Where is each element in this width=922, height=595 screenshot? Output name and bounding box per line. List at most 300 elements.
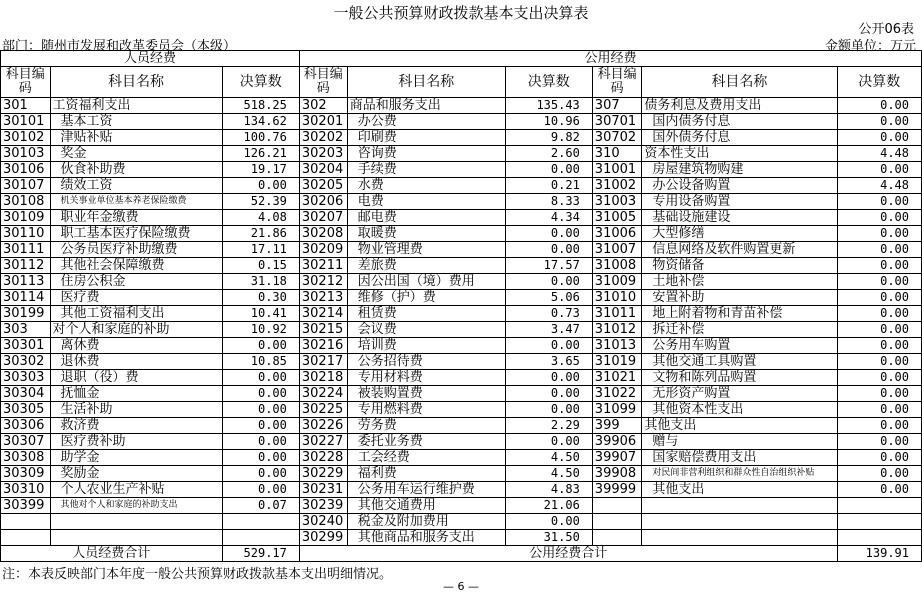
table-row: [1, 162, 922, 178]
amount-cell: 0.00: [505, 434, 592, 450]
amount-cell: 31.18: [222, 274, 299, 290]
amount-cell: 0.00: [837, 194, 921, 210]
name-cell: 工会经费: [347, 450, 505, 466]
name-cell: 其他社会保障缴费: [50, 258, 222, 274]
table-row: [1, 130, 922, 146]
table-row: [1, 514, 922, 530]
code-cell: 30231: [299, 482, 347, 498]
amount-cell: 0.00: [837, 258, 921, 274]
code-cell: 30213: [299, 290, 347, 306]
code-cell: 31002: [592, 178, 642, 194]
code-cell: 39907: [592, 450, 642, 466]
name-cell: 医疗费: [50, 290, 222, 306]
name-cell: 生活补助: [50, 402, 222, 418]
amount-cell: 126.21: [222, 146, 299, 162]
code-cell: 30227: [299, 434, 347, 450]
amount-cell: 52.39: [222, 194, 299, 210]
header-amount: 决算数: [837, 67, 921, 98]
amount-cell: 100.76: [222, 130, 299, 146]
name-cell: 奖金: [50, 146, 222, 162]
personnel-total-label: 人员经费合计: [1, 546, 223, 562]
name-cell: 无形资产购置: [642, 386, 837, 402]
code-cell: 30199: [1, 306, 51, 322]
name-cell: [642, 514, 837, 530]
code-cell: [592, 514, 642, 530]
amount-cell: 0.00: [837, 434, 921, 450]
code-cell: 30239: [299, 498, 347, 514]
code-cell: 307: [592, 98, 642, 114]
name-cell: 其他工资福利支出: [50, 306, 222, 322]
amount-cell: 8.33: [505, 194, 592, 210]
name-cell: 维修（护）费: [347, 290, 505, 306]
amount-cell: 0.00: [837, 114, 921, 130]
name-cell: 咨询费: [347, 146, 505, 162]
amount-cell: 0.00: [222, 450, 299, 466]
code-cell: 31008: [592, 258, 642, 274]
name-cell: 助学金: [50, 450, 222, 466]
code-cell: [592, 498, 642, 514]
name-cell: 对民间非营利组织和群众性自治组织补贴: [642, 466, 837, 482]
amount-cell: 4.48: [837, 178, 921, 194]
table-row: [1, 402, 922, 418]
code-cell: 30301: [1, 338, 51, 354]
name-cell: 其他资本性支出: [642, 402, 837, 418]
name-cell: 手续费: [347, 162, 505, 178]
table-row: [1, 370, 922, 386]
amount-cell: 0.00: [837, 162, 921, 178]
amount-cell: 0.00: [837, 306, 921, 322]
table-row: [1, 226, 922, 242]
amount-cell: 19.17: [222, 162, 299, 178]
name-cell: 委托业务费: [347, 434, 505, 450]
name-cell: 会议费: [347, 322, 505, 338]
name-cell: 专用设备购置: [642, 194, 837, 210]
name-cell: 其他商品和服务支出: [347, 530, 505, 546]
amount-cell: 0.00: [837, 450, 921, 466]
code-cell: 39906: [592, 434, 642, 450]
name-cell: 因公出国（境）费用: [347, 274, 505, 290]
name-cell: 其他支出: [642, 418, 837, 434]
code-cell: 30101: [1, 114, 51, 130]
amount-cell: 0.00: [837, 354, 921, 370]
code-cell: 30217: [299, 354, 347, 370]
name-cell: 公务用车运行维护费: [347, 482, 505, 498]
code-cell: 30225: [299, 402, 347, 418]
amount-cell: 0.00: [222, 402, 299, 418]
code-cell: 31021: [592, 370, 642, 386]
amount-cell: 0.00: [505, 514, 592, 530]
code-cell: 30228: [299, 450, 347, 466]
section-public: 公用经费: [299, 51, 921, 67]
amount-cell: 3.47: [505, 322, 592, 338]
code-cell: 30109: [1, 210, 51, 226]
code-cell: 31013: [592, 338, 642, 354]
code-cell: 31006: [592, 226, 642, 242]
code-cell: 30215: [299, 322, 347, 338]
name-cell: 办公设备购置: [642, 178, 837, 194]
name-cell: 信息网络及软件购置更新: [642, 242, 837, 258]
name-cell: 差旅费: [347, 258, 505, 274]
public-total-label: 公用经费合计: [299, 546, 837, 562]
amount-cell: 0.00: [837, 338, 921, 354]
table-row: [1, 258, 922, 274]
amount-cell: 0.00: [505, 402, 592, 418]
table-row: [1, 210, 922, 226]
amount-cell: 0.15: [222, 258, 299, 274]
name-cell: 福利费: [347, 466, 505, 482]
code-cell: 30113: [1, 274, 51, 290]
header-amount: 决算数: [222, 67, 299, 98]
name-cell: 国内债务付息: [642, 114, 837, 130]
code-cell: 30218: [299, 370, 347, 386]
name-cell: 物业管理费: [347, 242, 505, 258]
name-cell: 公务员医疗补助缴费: [50, 242, 222, 258]
code-cell: 31007: [592, 242, 642, 258]
table-row: [1, 274, 922, 290]
amount-cell: 4.34: [505, 210, 592, 226]
amount-cell: 0.00: [505, 274, 592, 290]
table-row: [1, 98, 922, 114]
section-personnel: 人员经费: [1, 51, 300, 67]
name-cell: 印刷费: [347, 130, 505, 146]
name-cell: 绩效工资: [50, 178, 222, 194]
form-number: 公开06表: [858, 22, 914, 37]
code-cell: 302: [299, 98, 347, 114]
name-cell: 水费: [347, 178, 505, 194]
amount-cell: 2.60: [505, 146, 592, 162]
code-cell: 31005: [592, 210, 642, 226]
name-cell: [642, 498, 837, 514]
name-cell: 邮电费: [347, 210, 505, 226]
code-cell: 30214: [299, 306, 347, 322]
amount-cell: 4.50: [505, 466, 592, 482]
name-cell: 救济费: [50, 418, 222, 434]
name-cell: 职业年金缴费: [50, 210, 222, 226]
header-name: 科目名称: [347, 67, 505, 98]
code-cell: 31012: [592, 322, 642, 338]
amount-cell: 10.96: [505, 114, 592, 130]
name-cell: 退职（役）费: [50, 370, 222, 386]
code-cell: 30310: [1, 482, 51, 498]
code-cell: 30112: [1, 258, 51, 274]
amount-cell: 0.30: [222, 290, 299, 306]
table-row: [1, 242, 922, 258]
code-cell: 301: [1, 98, 51, 114]
name-cell: 租赁费: [347, 306, 505, 322]
code-cell: 30306: [1, 418, 51, 434]
expenditure-table: [0, 50, 922, 562]
amount-cell: 0.00: [837, 482, 921, 498]
name-cell: 其他交通费用: [347, 498, 505, 514]
table-row: [1, 434, 922, 450]
amount-cell: [837, 514, 921, 530]
code-cell: 31010: [592, 290, 642, 306]
amount-cell: 4.08: [222, 210, 299, 226]
name-cell: 商品和服务支出: [347, 98, 505, 114]
name-cell: 医疗费补助: [50, 434, 222, 450]
amount-cell: 0.00: [837, 242, 921, 258]
code-cell: 30304: [1, 386, 51, 402]
name-cell: 房屋建筑物购建: [642, 162, 837, 178]
code-cell: 30203: [299, 146, 347, 162]
code-cell: 30107: [1, 178, 51, 194]
name-cell: 安置补助: [642, 290, 837, 306]
code-cell: 31001: [592, 162, 642, 178]
amount-cell: 0.00: [222, 386, 299, 402]
amount-cell: 10.85: [222, 354, 299, 370]
name-cell: 机关事业单位基本养老保险缴费: [50, 194, 222, 210]
name-cell: 专用燃料费: [347, 402, 505, 418]
header-code: 科目编码: [592, 67, 642, 98]
amount-cell: 0.00: [837, 226, 921, 242]
name-cell: 大型修缮: [642, 226, 837, 242]
amount-cell: 10.41: [222, 306, 299, 322]
amount-cell: 0.00: [837, 130, 921, 146]
code-cell: 303: [1, 322, 51, 338]
table-row: [1, 290, 922, 306]
name-cell: [50, 530, 222, 546]
amount-cell: [837, 530, 921, 546]
code-cell: 30206: [299, 194, 347, 210]
amount-cell: 3.65: [505, 354, 592, 370]
name-cell: 土地补偿: [642, 274, 837, 290]
amount-cell: 0.00: [505, 338, 592, 354]
code-cell: 310: [592, 146, 642, 162]
amount-cell: 4.50: [505, 450, 592, 466]
amount-cell: 0.00: [505, 242, 592, 258]
name-cell: 劳务费: [347, 418, 505, 434]
table-row: [1, 114, 922, 130]
code-cell: 30305: [1, 402, 51, 418]
table-row: [1, 354, 922, 370]
header-code: 科目编码: [1, 67, 51, 98]
name-cell: [50, 514, 222, 530]
code-cell: 30240: [299, 514, 347, 530]
name-cell: 文物和陈列品购置: [642, 370, 837, 386]
name-cell: 基础设施建设: [642, 210, 837, 226]
table-row: [1, 146, 922, 162]
amount-cell: 2.29: [505, 418, 592, 434]
table-row: [1, 178, 922, 194]
amount-cell: 0.00: [222, 482, 299, 498]
code-cell: 31009: [592, 274, 642, 290]
code-cell: 31011: [592, 306, 642, 322]
code-cell: 30103: [1, 146, 51, 162]
name-cell: 工资福利支出: [50, 98, 222, 114]
name-cell: 地上附着物和青苗补偿: [642, 306, 837, 322]
name-cell: 职工基本医疗保险缴费: [50, 226, 222, 242]
name-cell: 税金及附加费用: [347, 514, 505, 530]
amount-cell: 135.43: [505, 98, 592, 114]
table-row: [1, 450, 922, 466]
amount-cell: 0.00: [837, 210, 921, 226]
name-cell: [642, 530, 837, 546]
table-row: [1, 498, 922, 514]
code-cell: 31003: [592, 194, 642, 210]
name-cell: 办公费: [347, 114, 505, 130]
code-cell: 30303: [1, 370, 51, 386]
amount-cell: 0.00: [505, 370, 592, 386]
amount-cell: 4.83: [505, 482, 592, 498]
table-row: [1, 322, 922, 338]
table-row: [1, 466, 922, 482]
name-cell: 个人农业生产补贴: [50, 482, 222, 498]
table-row: [1, 306, 922, 322]
amount-cell: [222, 530, 299, 546]
table-row: [1, 482, 922, 498]
code-cell: 30299: [299, 530, 347, 546]
footnote: 注：本表反映部门本年度一般公共预算财政拨款基本支出明细情况。: [2, 567, 393, 582]
code-cell: [1, 514, 51, 530]
header-name: 科目名称: [50, 67, 222, 98]
amount-cell: 17.57: [505, 258, 592, 274]
name-cell: 抚恤金: [50, 386, 222, 402]
code-cell: 30209: [299, 242, 347, 258]
code-cell: 30204: [299, 162, 347, 178]
name-cell: 专用材料费: [347, 370, 505, 386]
amount-cell: 17.11: [222, 242, 299, 258]
page-number: — 6 —: [443, 580, 479, 593]
amount-cell: 0.00: [222, 466, 299, 482]
code-cell: 31019: [592, 354, 642, 370]
code-cell: 31022: [592, 386, 642, 402]
amount-cell: 0.00: [222, 434, 299, 450]
table-row: [1, 386, 922, 402]
name-cell: 其他对个人和家庭的补助支出: [50, 498, 222, 514]
amount-cell: 0.00: [837, 466, 921, 482]
amount-cell: 0.00: [505, 162, 592, 178]
code-cell: 30208: [299, 226, 347, 242]
code-cell: 30224: [299, 386, 347, 402]
amount-cell: 9.82: [505, 130, 592, 146]
amount-cell: 0.00: [837, 402, 921, 418]
amount-cell: 0.00: [505, 386, 592, 402]
amount-cell: 0.00: [837, 98, 921, 114]
code-cell: 30212: [299, 274, 347, 290]
code-cell: 399: [592, 418, 642, 434]
code-cell: 30108: [1, 194, 51, 210]
code-cell: 30211: [299, 258, 347, 274]
name-cell: 公务招待费: [347, 354, 505, 370]
amount-cell: 0.00: [222, 370, 299, 386]
name-cell: 资本性支出: [642, 146, 837, 162]
name-cell: 退休费: [50, 354, 222, 370]
name-cell: 电费: [347, 194, 505, 210]
name-cell: 对个人和家庭的补助: [50, 322, 222, 338]
code-cell: 30110: [1, 226, 51, 242]
table-row: [1, 530, 922, 546]
name-cell: 被装购置费: [347, 386, 505, 402]
amount-cell: 0.00: [837, 274, 921, 290]
code-cell: 30308: [1, 450, 51, 466]
code-cell: [1, 530, 51, 546]
department-label: 部门：随州市发展和改革委员会（本级）: [2, 39, 237, 54]
code-cell: 30226: [299, 418, 347, 434]
code-cell: 30207: [299, 210, 347, 226]
name-cell: 伙食补助费: [50, 162, 222, 178]
code-cell: 30216: [299, 338, 347, 354]
name-cell: 住房公积金: [50, 274, 222, 290]
code-cell: 30202: [299, 130, 347, 146]
name-cell: 国外债务付息: [642, 130, 837, 146]
code-cell: 30309: [1, 466, 51, 482]
amount-cell: 0.00: [837, 290, 921, 306]
code-cell: 30111: [1, 242, 51, 258]
amount-cell: [222, 514, 299, 530]
code-cell: 30205: [299, 178, 347, 194]
code-cell: 30307: [1, 434, 51, 450]
amount-cell: 5.06: [505, 290, 592, 306]
code-cell: 30302: [1, 354, 51, 370]
name-cell: 物资储备: [642, 258, 837, 274]
amount-cell: 21.06: [505, 498, 592, 514]
table-row: [1, 338, 922, 354]
amount-cell: 0.21: [505, 178, 592, 194]
amount-cell: 0.00: [837, 322, 921, 338]
amount-cell: 0.00: [222, 178, 299, 194]
amount-cell: 0.00: [837, 386, 921, 402]
name-cell: 赠与: [642, 434, 837, 450]
code-cell: 39999: [592, 482, 642, 498]
amount-cell: 0.00: [222, 338, 299, 354]
amount-cell: 21.86: [222, 226, 299, 242]
code-cell: 30102: [1, 130, 51, 146]
header-amount: 决算数: [505, 67, 592, 98]
name-cell: 拆迁补偿: [642, 322, 837, 338]
name-cell: 国家赔偿费用支出: [642, 450, 837, 466]
amount-cell: 0.00: [222, 418, 299, 434]
amount-cell: 31.50: [505, 530, 592, 546]
code-cell: [592, 530, 642, 546]
name-cell: 取暖费: [347, 226, 505, 242]
code-cell: 30399: [1, 498, 51, 514]
table-row: [1, 418, 922, 434]
table-row: [1, 194, 922, 210]
name-cell: 其他交通工具购置: [642, 354, 837, 370]
personnel-total-amount: 529.17: [222, 546, 299, 562]
amount-cell: 0.00: [837, 418, 921, 434]
code-cell: 30701: [592, 114, 642, 130]
unit-label: 金额单位：万元: [824, 39, 916, 54]
amount-cell: 518.25: [222, 98, 299, 114]
amount-cell: 134.62: [222, 114, 299, 130]
amount-cell: 0.07: [222, 498, 299, 514]
amount-cell: 4.48: [837, 146, 921, 162]
name-cell: 离休费: [50, 338, 222, 354]
amount-cell: 0.00: [505, 226, 592, 242]
code-cell: 30702: [592, 130, 642, 146]
name-cell: 基本工资: [50, 114, 222, 130]
code-cell: 31099: [592, 402, 642, 418]
report-title: 一般公共预算财政拨款基本支出决算表: [333, 4, 589, 22]
code-cell: 30201: [299, 114, 347, 130]
amount-cell: 0.73: [505, 306, 592, 322]
name-cell: 其他支出: [642, 482, 837, 498]
code-cell: 39908: [592, 466, 642, 482]
amount-cell: 10.92: [222, 322, 299, 338]
amount-cell: 0.00: [837, 370, 921, 386]
code-cell: 30229: [299, 466, 347, 482]
amount-cell: [837, 498, 921, 514]
code-cell: 30114: [1, 290, 51, 306]
name-cell: 债务利息及费用支出: [642, 98, 837, 114]
code-cell: 30106: [1, 162, 51, 178]
header-code: 科目编码: [299, 67, 347, 98]
name-cell: 公务用车购置: [642, 338, 837, 354]
name-cell: 奖励金: [50, 466, 222, 482]
public-total-amount: 139.91: [837, 546, 921, 562]
header-name: 科目名称: [642, 67, 837, 98]
